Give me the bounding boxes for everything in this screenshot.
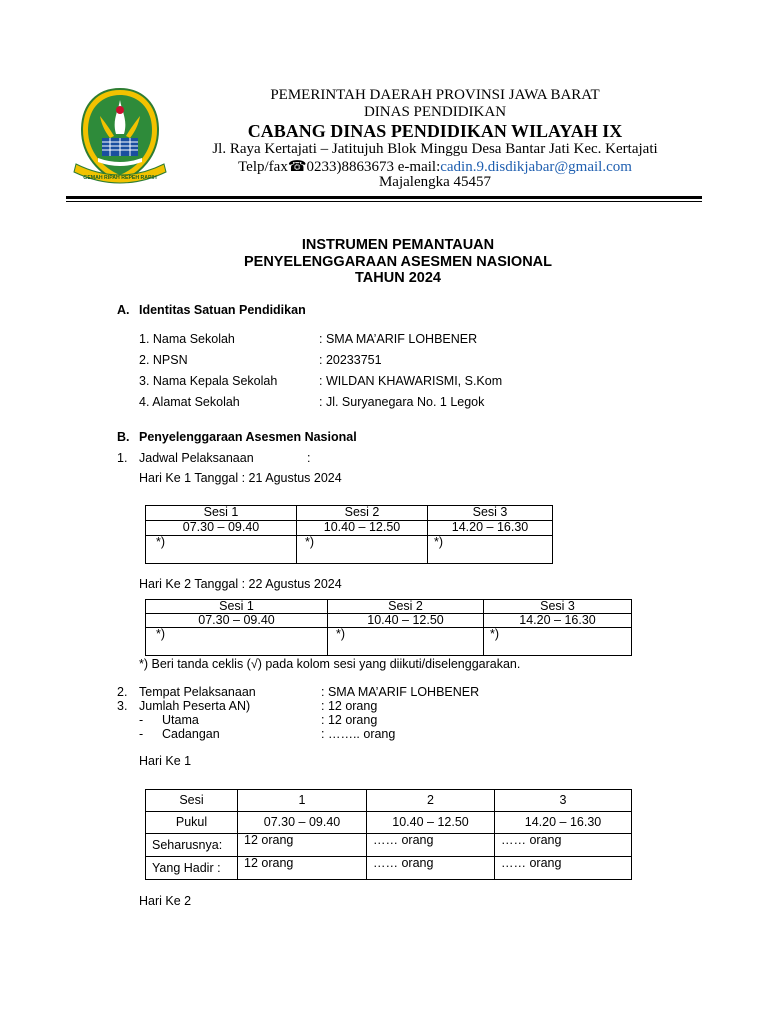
day1-session-time: 14.20 – 16.30 — [428, 521, 553, 536]
day1-session-header: Sesi 1 — [146, 506, 297, 521]
item1-number: 1. — [117, 451, 128, 465]
schedule-table-day2 — [145, 599, 632, 656]
day2-session-time: 07.30 – 09.40 — [146, 614, 328, 628]
document-title-line3: TAHUN 2024 — [355, 270, 441, 286]
attendance-time: 07.30 – 09.40 — [238, 812, 367, 834]
item2-label: Tempat Pelaksanaan — [139, 685, 256, 699]
attendance-present-value[interactable]: …… orang — [367, 857, 495, 880]
day1-session-check[interactable]: *) — [297, 536, 428, 564]
letterhead-office: CABANG DINAS PENDIDIKAN WILAYAH IX — [247, 121, 623, 141]
identity-value-school-name: : SMA MA’ARIF LOHBENER — [319, 332, 478, 346]
attendance-present-label: Yang Hadir : — [146, 857, 238, 880]
checklist-footnote: *) Beri tanda ceklis (√) pada kolom sesi yang diikuti/diselenggarakan. — [139, 657, 521, 671]
item1-label: Jadwal Pelaksanaan — [139, 451, 254, 465]
day2-session-time: 14.20 – 16.30 — [484, 614, 632, 628]
attendance-present-value[interactable]: 12 orang — [238, 857, 367, 880]
letterhead-rule-thin — [66, 201, 702, 202]
day2-session-header: Sesi 2 — [328, 600, 484, 614]
identity-label-npsn: 2. NPSN — [139, 353, 188, 367]
letterhead-email-link[interactable]: cadin.9.disdikjabar@gmail.com — [440, 159, 632, 175]
identity-value-address: : Jl. Suryanegara No. 1 Legok — [319, 395, 485, 409]
attendance-day1-label: Hari Ke 1 — [139, 754, 192, 768]
sub1-label: Utama — [162, 713, 199, 727]
document-title-line1: INSTRUMEN PEMANTAUAN — [301, 237, 495, 253]
letterhead-address: Jl. Raya Kertajati – Jatitujuh Blok Minggu Desa Bantar Jati Kec. Kertajati — [212, 141, 658, 157]
item3-label: Jumlah Peserta AN) — [139, 699, 251, 713]
schedule-table-day1 — [145, 505, 553, 564]
sub1-value: : 12 orang — [321, 713, 378, 727]
letterhead-rule-thick — [66, 196, 702, 199]
logo-motto: GEMAH RIPAH REPEH RAPIH — [83, 175, 157, 181]
day2-session-time: 10.40 – 12.50 — [328, 614, 484, 628]
attendance-present-value[interactable]: …… orang — [495, 857, 632, 880]
day1-date-label: Hari Ke 1 Tanggal : 21 Agustus 2024 — [139, 471, 342, 485]
document-title-line2: PENYELENGGARAAN ASESMEN NASIONAL — [243, 254, 553, 270]
attendance-time: 14.20 – 16.30 — [495, 812, 632, 834]
section-a-heading: Identitas Satuan Pendidikan — [139, 303, 306, 317]
item3-number: 3. — [117, 699, 128, 713]
day2-session-header: Sesi 3 — [484, 600, 632, 614]
letterhead-city: Majalengka 45457 — [378, 174, 492, 190]
identity-label-school-name: 1. Nama Sekolah — [139, 332, 235, 346]
day1-session-header: Sesi 2 — [297, 506, 428, 521]
attendance-expected-value[interactable]: …… orang — [495, 834, 632, 857]
day1-session-header: Sesi 3 — [428, 506, 553, 521]
item1-colon: : — [307, 451, 311, 465]
sub2-value: : …….. orang — [321, 727, 396, 741]
letterhead-government: PEMERINTAH DAERAH PROVINSI JAWA BARAT — [270, 87, 600, 103]
section-b-label: B. — [117, 430, 130, 444]
item2-number: 2. — [117, 685, 128, 699]
attendance-header: 2 — [367, 790, 495, 812]
attendance-header: 3 — [495, 790, 632, 812]
day2-date-label: Hari Ke 2 Tanggal : 22 Agustus 2024 — [139, 577, 342, 591]
identity-label-address: 4. Alamat Sekolah — [139, 395, 240, 409]
identity-label-principal: 3. Nama Kepala Sekolah — [139, 374, 278, 388]
sub1-dash: - — [139, 713, 144, 727]
day2-session-header: Sesi 1 — [146, 600, 328, 614]
day1-session-check[interactable]: *) — [428, 536, 553, 564]
item3-value: : 12 orang — [321, 699, 378, 713]
attendance-time-label: Pukul — [146, 812, 238, 834]
attendance-expected-value[interactable]: 12 orang — [238, 834, 367, 857]
attendance-header: 1 — [238, 790, 367, 812]
identity-value-npsn: : 20233751 — [319, 353, 382, 367]
day1-session-time: 07.30 – 09.40 — [146, 521, 297, 536]
section-b-heading: Penyelenggaraan Asesmen Nasional — [139, 430, 357, 444]
logo-jawa-barat — [72, 86, 168, 192]
letterhead-phone: Telp/fax☎0233)8863673 e-mail: — [238, 159, 441, 175]
attendance-header: Sesi — [146, 790, 238, 812]
attendance-time: 10.40 – 12.50 — [367, 812, 495, 834]
section-a-label: A. — [117, 303, 130, 317]
item2-value: : SMA MA’ARIF LOHBENER — [321, 685, 480, 699]
attendance-expected-label: Seharusnya: — [146, 834, 238, 857]
day1-session-time: 10.40 – 12.50 — [297, 521, 428, 536]
attendance-expected-value[interactable]: …… orang — [367, 834, 495, 857]
attendance-table — [145, 789, 632, 880]
day2-session-check[interactable]: *) — [484, 628, 632, 656]
sub2-label: Cadangan — [162, 727, 220, 741]
letterhead-department: DINAS PENDIDIKAN — [363, 104, 507, 120]
attendance-day2-label: Hari Ke 2 — [139, 894, 192, 908]
day1-session-check[interactable]: *) — [146, 536, 297, 564]
day2-session-check[interactable]: *) — [146, 628, 328, 656]
day2-session-check[interactable]: *) — [328, 628, 484, 656]
sub2-dash: - — [139, 727, 144, 741]
identity-value-principal: : WILDAN KHAWARISMI, S.Kom — [319, 374, 503, 388]
